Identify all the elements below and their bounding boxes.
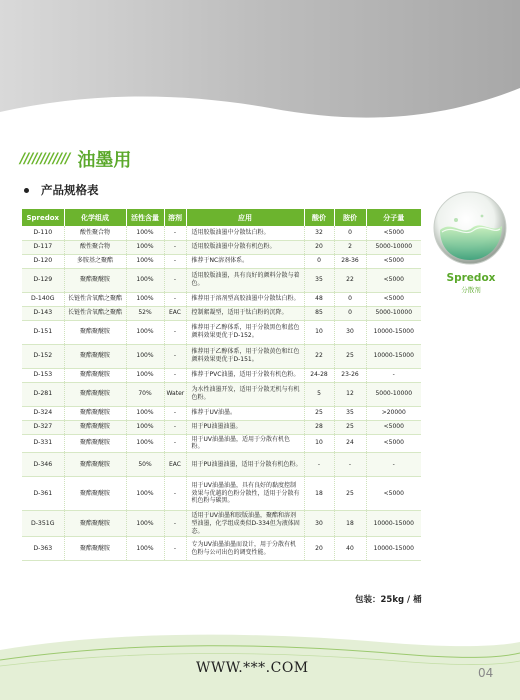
table-row bbox=[22, 320, 421, 344]
table-cell: 25 bbox=[334, 477, 366, 511]
table-cell: 聚酯聚醚胺 bbox=[64, 368, 126, 382]
table-cell: 20 bbox=[304, 240, 334, 254]
table-row bbox=[22, 477, 421, 511]
table-cell: 聚酯聚醚胺 bbox=[64, 477, 126, 511]
table-cell: 100% bbox=[126, 292, 164, 306]
table-cell: 适用于UV油墨和胶版油墨，聚酯和溶剂型油墨，化学组成类似D-334但为液体固态。 bbox=[186, 511, 304, 537]
table-cell: 推荐于PVC油墨，适用于分散有机色粉。 bbox=[186, 368, 304, 382]
table-cell: 聚酯聚醚胺 bbox=[64, 268, 126, 292]
product-badge bbox=[428, 272, 514, 294]
table-cell: 30 bbox=[334, 320, 366, 344]
table-cell: 长链性含氧酯之聚酯 bbox=[64, 292, 126, 306]
table-cell: - bbox=[164, 434, 186, 453]
table-cell: >20000 bbox=[366, 406, 421, 420]
table-cell: 100% bbox=[126, 477, 164, 511]
table-cell: - bbox=[164, 420, 186, 434]
table-cell: 适用胶版油墨中分散钛白粉。 bbox=[186, 226, 304, 240]
table-cell: 100% bbox=[126, 268, 164, 292]
table-row bbox=[22, 420, 421, 434]
table-cell: 100% bbox=[126, 254, 164, 268]
table-cell: - bbox=[366, 368, 421, 382]
subtitle bbox=[24, 182, 99, 198]
table-cell: - bbox=[164, 268, 186, 292]
table-cell: 适用胶版油墨中分散有机色粉。 bbox=[186, 240, 304, 254]
table-cell: D-361 bbox=[22, 477, 64, 511]
table-cell: 酸性聚合物 bbox=[64, 226, 126, 240]
table-cell: - bbox=[164, 254, 186, 268]
table-cell: 28-36 bbox=[334, 254, 366, 268]
table-cell: 多胺基之聚酯 bbox=[64, 254, 126, 268]
table-cell: D-363 bbox=[22, 537, 64, 561]
col-header-application: 应用 bbox=[186, 209, 304, 226]
table-cell: 控制絮凝型，适用于钛白粉的沉降。 bbox=[186, 306, 304, 320]
table-row bbox=[22, 226, 421, 240]
table-cell: 10000-15000 bbox=[366, 511, 421, 537]
table-cell: 聚酯聚醚胺 bbox=[64, 320, 126, 344]
product-droplet-icon bbox=[432, 190, 508, 266]
table-cell: - bbox=[164, 477, 186, 511]
table-cell: D-327 bbox=[22, 420, 64, 434]
table-cell: 85 bbox=[304, 306, 334, 320]
table-body bbox=[22, 226, 421, 561]
col-header-model: Spredox bbox=[22, 209, 64, 226]
table-cell: 100% bbox=[126, 406, 164, 420]
table-cell: - bbox=[164, 292, 186, 306]
table-cell: 5 bbox=[304, 382, 334, 406]
table-cell: 18 bbox=[304, 477, 334, 511]
table-cell: EAC bbox=[164, 453, 186, 477]
table-cell: D-120 bbox=[22, 254, 64, 268]
table-cell: 30 bbox=[304, 511, 334, 537]
table-cell: - bbox=[164, 406, 186, 420]
packing-note: 包装：25kg / 桶 bbox=[355, 595, 422, 605]
table-cell: 50% bbox=[126, 453, 164, 477]
table-cell: 推荐用于乙醇体系，用于分散黄色和红色颜料效果更优于D-151。 bbox=[186, 344, 304, 368]
col-header-acid-value: 酸价 bbox=[304, 209, 334, 226]
table-cell: 0 bbox=[334, 292, 366, 306]
table-cell: 用于UV油墨油墨，具有良好的黏度控制效果与优越的色粉分散性，适用于分散有机色粉与碳黑。 bbox=[186, 477, 304, 511]
table-cell: - bbox=[164, 344, 186, 368]
table-cell: - bbox=[164, 511, 186, 537]
table-cell: 10 bbox=[304, 320, 334, 344]
table-cell: 24 bbox=[334, 434, 366, 453]
table-cell: - bbox=[164, 368, 186, 382]
section-title bbox=[20, 146, 131, 172]
table-cell: 24-28 bbox=[304, 368, 334, 382]
top-wave-decoration bbox=[0, 0, 520, 125]
table-row bbox=[22, 368, 421, 382]
table-cell: <5000 bbox=[366, 434, 421, 453]
table-cell: D-152 bbox=[22, 344, 64, 368]
title-slashes: //////////// bbox=[20, 151, 70, 167]
bullet-icon bbox=[24, 188, 29, 193]
table-row bbox=[22, 453, 421, 477]
table-cell: <5000 bbox=[366, 226, 421, 240]
table-cell: 100% bbox=[126, 511, 164, 537]
badge-name: Spredox bbox=[446, 272, 496, 284]
table-cell: 聚酯聚醚胺 bbox=[64, 420, 126, 434]
table-cell: 聚酯聚醚胺 bbox=[64, 434, 126, 453]
table-cell: 0 bbox=[334, 306, 366, 320]
table-cell: 100% bbox=[126, 320, 164, 344]
table-row bbox=[22, 406, 421, 420]
table-cell: D-153 bbox=[22, 368, 64, 382]
table-cell: 25 bbox=[334, 344, 366, 368]
col-header-molecular-weight: 分子量 bbox=[366, 209, 421, 226]
table-row bbox=[22, 537, 421, 561]
table-cell: 用于UV油墨油墨，适用于分散有机色粉。 bbox=[186, 434, 304, 453]
table-cell: 推荐于NC溶剂体系。 bbox=[186, 254, 304, 268]
table-row bbox=[22, 240, 421, 254]
table-row bbox=[22, 292, 421, 306]
table-cell: 10000-15000 bbox=[366, 344, 421, 368]
table-cell: 100% bbox=[126, 420, 164, 434]
table-cell: <5000 bbox=[366, 254, 421, 268]
table-cell: 5000-10000 bbox=[366, 240, 421, 254]
footer-url: WWW.***.COM bbox=[196, 660, 309, 676]
table-row bbox=[22, 382, 421, 406]
table-cell: 5000-10000 bbox=[366, 306, 421, 320]
table-cell: <5000 bbox=[366, 292, 421, 306]
table-cell: 25 bbox=[334, 420, 366, 434]
table-cell: 35 bbox=[304, 268, 334, 292]
table-cell: 0 bbox=[304, 254, 334, 268]
table-row bbox=[22, 511, 421, 537]
table-cell: 20 bbox=[304, 537, 334, 561]
table-cell: 聚酯聚醚胺 bbox=[64, 382, 126, 406]
table-cell: 18 bbox=[334, 511, 366, 537]
table-cell: 23-26 bbox=[334, 368, 366, 382]
table-cell: - bbox=[334, 453, 366, 477]
table-row bbox=[22, 268, 421, 292]
table-cell: 专为UV油墨油墨而设计，用于分散有机色粉与公司出色的调变性能。 bbox=[186, 537, 304, 561]
table-cell: - bbox=[164, 320, 186, 344]
table-cell: 聚酯聚醚胺 bbox=[64, 537, 126, 561]
table-cell: <5000 bbox=[366, 268, 421, 292]
table-cell: 100% bbox=[126, 434, 164, 453]
table-cell: 52% bbox=[126, 306, 164, 320]
table-cell: 70% bbox=[126, 382, 164, 406]
table-cell: 32 bbox=[304, 226, 334, 240]
table-cell: <5000 bbox=[366, 420, 421, 434]
table-cell: 用于PU油墨油墨。 bbox=[186, 420, 304, 434]
table-cell: D-324 bbox=[22, 406, 64, 420]
table-cell: - bbox=[366, 453, 421, 477]
table-cell: 28 bbox=[304, 420, 334, 434]
spec-table-wrap bbox=[22, 209, 421, 561]
table-cell: D-140G bbox=[22, 292, 64, 306]
table-cell: 长链性含氧酯之聚酯 bbox=[64, 306, 126, 320]
spec-table bbox=[22, 209, 421, 561]
table-cell: 48 bbox=[304, 292, 334, 306]
table-cell: 10000-15000 bbox=[366, 320, 421, 344]
table-cell: D-346 bbox=[22, 453, 64, 477]
badge-sub: 分散剂 bbox=[461, 286, 481, 294]
table-cell: 聚酯聚醚胺 bbox=[64, 453, 126, 477]
col-header-solvent: 溶剂 bbox=[164, 209, 186, 226]
table-cell: Water bbox=[164, 382, 186, 406]
table-cell: D-117 bbox=[22, 240, 64, 254]
table-cell: 100% bbox=[126, 226, 164, 240]
table-cell: 100% bbox=[126, 240, 164, 254]
table-cell: D-281 bbox=[22, 382, 64, 406]
page-number: 04 bbox=[478, 666, 494, 680]
table-cell: 100% bbox=[126, 368, 164, 382]
subtitle-text: 产品规格表 bbox=[41, 183, 99, 197]
col-header-active-content: 活性含量 bbox=[126, 209, 164, 226]
col-header-composition: 化学组成 bbox=[64, 209, 126, 226]
table-cell: 22 bbox=[334, 268, 366, 292]
table-cell: 40 bbox=[334, 537, 366, 561]
table-cell: 100% bbox=[126, 344, 164, 368]
table-cell: EAC bbox=[164, 306, 186, 320]
table-cell: D-351G bbox=[22, 511, 64, 537]
table-cell: 2 bbox=[334, 240, 366, 254]
table-cell: 酸性聚合物 bbox=[64, 240, 126, 254]
table-cell: 100% bbox=[126, 537, 164, 561]
table-cell: 推荐于UV油墨。 bbox=[186, 406, 304, 420]
table-row bbox=[22, 306, 421, 320]
col-header-amine-value: 胺价 bbox=[334, 209, 366, 226]
table-cell: D-110 bbox=[22, 226, 64, 240]
table-cell: D-143 bbox=[22, 306, 64, 320]
table-cell: 推荐用于溶剂型高胶油墨中分散钛白粉。 bbox=[186, 292, 304, 306]
table-cell: D-331 bbox=[22, 434, 64, 453]
table-cell: 为水性油墨开发，适用于分散无机与有机色粉。 bbox=[186, 382, 304, 406]
table-cell: 5000-10000 bbox=[366, 382, 421, 406]
table-cell: - bbox=[304, 453, 334, 477]
table-cell: 聚酯聚醚胺 bbox=[64, 344, 126, 368]
table-cell: 推荐用于乙醇体系，用于分散黑色和蓝色颜料效果更优于D-152。 bbox=[186, 320, 304, 344]
table-cell: 聚酯聚醚胺 bbox=[64, 511, 126, 537]
table-row bbox=[22, 344, 421, 368]
table-cell: 适用胶版油墨，具有良好的颜料分散与着色。 bbox=[186, 268, 304, 292]
table-cell: D-151 bbox=[22, 320, 64, 344]
table-cell: 10 bbox=[304, 434, 334, 453]
table-header-row bbox=[22, 209, 421, 226]
table-cell: <5000 bbox=[366, 477, 421, 511]
table-row bbox=[22, 254, 421, 268]
table-cell: 22 bbox=[304, 344, 334, 368]
table-cell: 12 bbox=[334, 382, 366, 406]
table-cell: 10000-15000 bbox=[366, 537, 421, 561]
table-cell: 35 bbox=[334, 406, 366, 420]
table-cell: - bbox=[164, 240, 186, 254]
section-title-text: 油墨用 bbox=[77, 150, 132, 171]
table-cell: - bbox=[164, 537, 186, 561]
table-cell: - bbox=[164, 226, 186, 240]
table-cell: 25 bbox=[304, 406, 334, 420]
table-row bbox=[22, 434, 421, 453]
table-cell: 聚酯聚醚胺 bbox=[64, 406, 126, 420]
table-cell: 0 bbox=[334, 226, 366, 240]
table-cell: 用于PU油墨油墨，适用于分散有机色粉。 bbox=[186, 453, 304, 477]
table-cell: D-129 bbox=[22, 268, 64, 292]
